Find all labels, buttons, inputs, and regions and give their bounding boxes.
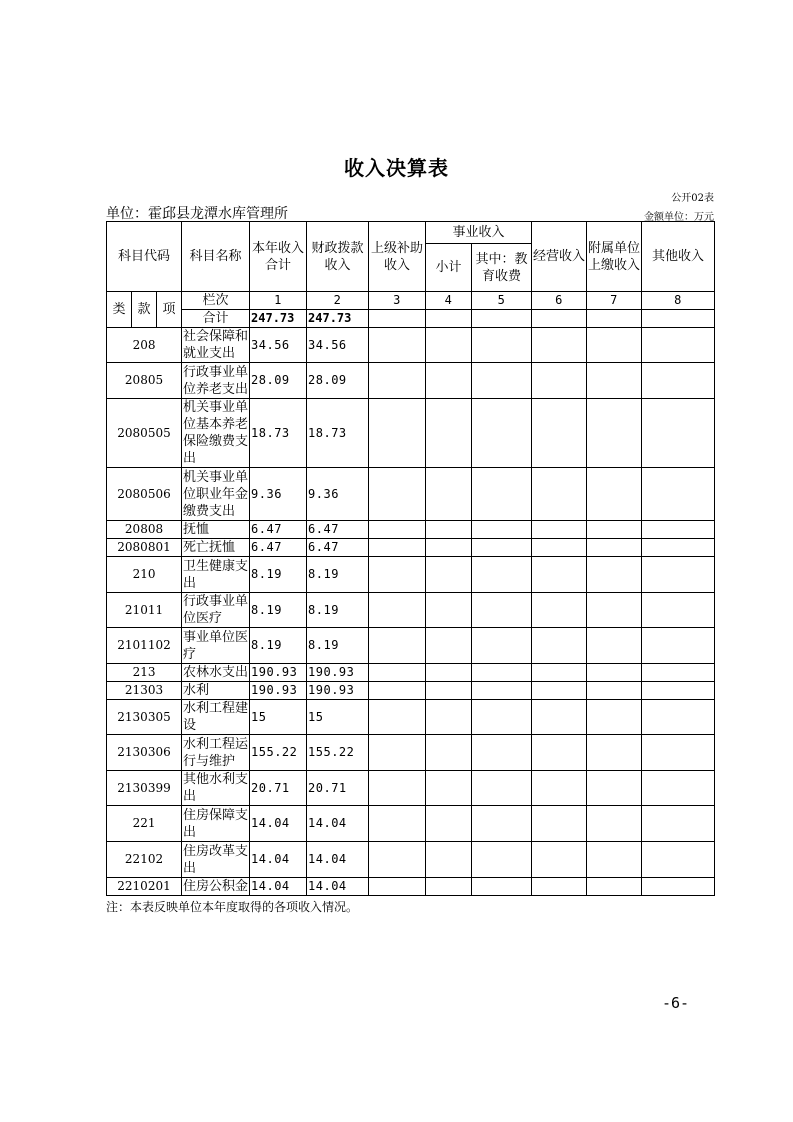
row-total: 28.09 <box>250 363 307 399</box>
row-code: 2130399 <box>107 771 182 806</box>
row-fiscal: 8.19 <box>307 593 369 628</box>
row-fiscal: 190.93 <box>307 682 369 700</box>
page-title: 收入决算表 <box>344 156 449 180</box>
header-affiliate-remit: 附属单位上缴收入 <box>587 222 642 292</box>
total-fiscal: 247.73 <box>307 310 369 328</box>
row-total: 15 <box>250 700 307 735</box>
row-fiscal: 9.36 <box>307 468 369 521</box>
row-code: 2101102 <box>107 628 182 664</box>
header-subject-name: 科目名称 <box>182 222 250 292</box>
row-fiscal: 14.04 <box>307 806 369 842</box>
header-operating: 经营收入 <box>532 222 587 292</box>
row-fiscal: 20.71 <box>307 771 369 806</box>
row-name: 机关事业单位职业年金缴费支出 <box>183 469 249 519</box>
row-total: 18.73 <box>250 399 307 468</box>
total-annual: 247.73 <box>250 310 307 328</box>
row-code: 221 <box>107 806 182 842</box>
row-name: 住房保障支出 <box>183 807 249 840</box>
col-number: 7 <box>587 292 642 310</box>
row-fiscal: 8.19 <box>307 628 369 664</box>
row-code: 210 <box>107 557 182 593</box>
row-total: 190.93 <box>250 664 307 682</box>
row-code: 22102 <box>107 842 182 878</box>
row-name: 水利工程运行与维护 <box>183 736 249 769</box>
col-number: 3 <box>369 292 426 310</box>
row-code: 2130306 <box>107 735 182 771</box>
row-fiscal: 6.47 <box>307 539 369 557</box>
row-code: 2080506 <box>107 468 182 521</box>
row-fiscal: 6.47 <box>307 521 369 539</box>
header-kuan: 款 <box>132 292 157 328</box>
row-code: 213 <box>107 664 182 682</box>
row-name: 住房改革支出 <box>183 843 249 876</box>
row-code: 21303 <box>107 682 182 700</box>
row-name: 水利 <box>182 682 250 700</box>
row-name: 社会保障和就业支出 <box>183 329 249 361</box>
header-xiang: 项 <box>157 292 182 328</box>
col-number: 8 <box>642 292 715 310</box>
col-number: 4 <box>426 292 472 310</box>
row-name: 其他水利支出 <box>183 772 249 804</box>
header-superior-subsidy: 上级补助收入 <box>369 222 426 292</box>
row-total: 8.19 <box>250 593 307 628</box>
income-statement-table <box>106 221 715 896</box>
col-number: 1 <box>250 292 307 310</box>
header-business-income: 事业收入 <box>426 222 532 244</box>
footnote: 注：本表反映单位本年度取得的各项收入情况。 <box>106 900 359 914</box>
row-name: 抚恤 <box>182 521 250 539</box>
row-name: 住房公积金 <box>183 879 249 894</box>
reporting-unit: 单位：霍邱县龙潭水库管理所 <box>106 206 288 222</box>
row-name: 死亡抚恤 <box>182 539 250 557</box>
row-total: 14.04 <box>250 806 307 842</box>
row-fiscal: 28.09 <box>307 363 369 399</box>
row-name: 卫生健康支出 <box>183 558 249 591</box>
row-total: 14.04 <box>250 842 307 878</box>
row-total: 20.71 <box>250 771 307 806</box>
row-total: 8.19 <box>250 628 307 664</box>
row-code: 21011 <box>107 593 182 628</box>
row-total: 6.47 <box>250 539 307 557</box>
header-lanci: 栏次 <box>182 292 250 310</box>
row-code: 2080801 <box>107 539 182 557</box>
row-total: 9.36 <box>250 468 307 521</box>
row-total: 8.19 <box>250 557 307 593</box>
row-code: 2210201 <box>107 878 182 896</box>
row-total: 155.22 <box>250 735 307 771</box>
row-total: 14.04 <box>250 878 307 896</box>
row-code: 2130305 <box>107 700 182 735</box>
header-fiscal: 财政拨款收入 <box>307 222 369 292</box>
row-fiscal: 18.73 <box>307 399 369 468</box>
row-fiscal: 15 <box>307 700 369 735</box>
row-fiscal: 155.22 <box>307 735 369 771</box>
row-name: 机关事业单位基本养老保险缴费支出 <box>183 400 249 466</box>
row-fiscal: 14.04 <box>307 878 369 896</box>
col-number: 5 <box>472 292 532 310</box>
header-lei: 类 <box>107 292 132 328</box>
row-code: 208 <box>107 328 182 363</box>
row-name: 事业单位医疗 <box>183 629 249 662</box>
row-code: 2080505 <box>107 399 182 468</box>
header-subject-code: 科目代码 <box>107 222 182 292</box>
row-fiscal: 190.93 <box>307 664 369 682</box>
row-name: 行政事业单位养老支出 <box>183 364 249 397</box>
row-fiscal: 34.56 <box>307 328 369 363</box>
row-fiscal: 8.19 <box>307 557 369 593</box>
row-code: 20808 <box>107 521 182 539</box>
header-other: 其他收入 <box>642 222 715 292</box>
page-number: -6- <box>662 994 690 1012</box>
row-code: 20805 <box>107 363 182 399</box>
col-number: 2 <box>307 292 369 310</box>
header-education-fee: 其中：教育收费 <box>472 244 532 292</box>
row-total: 190.93 <box>250 682 307 700</box>
row-name: 农林水支出 <box>183 665 249 680</box>
row-total: 34.56 <box>250 328 307 363</box>
row-name: 水利工程建设 <box>183 701 249 733</box>
row-total: 6.47 <box>250 521 307 539</box>
total-label: 合计 <box>182 310 250 328</box>
row-fiscal: 14.04 <box>307 842 369 878</box>
col-number: 6 <box>532 292 587 310</box>
currency-unit: 金额单位：万元 <box>644 212 714 223</box>
header-annual-total: 本年收入合计 <box>250 222 307 292</box>
header-subtotal: 小计 <box>426 244 472 292</box>
form-number: 公开02表 <box>671 193 714 204</box>
row-name: 行政事业单位医疗 <box>183 594 249 626</box>
